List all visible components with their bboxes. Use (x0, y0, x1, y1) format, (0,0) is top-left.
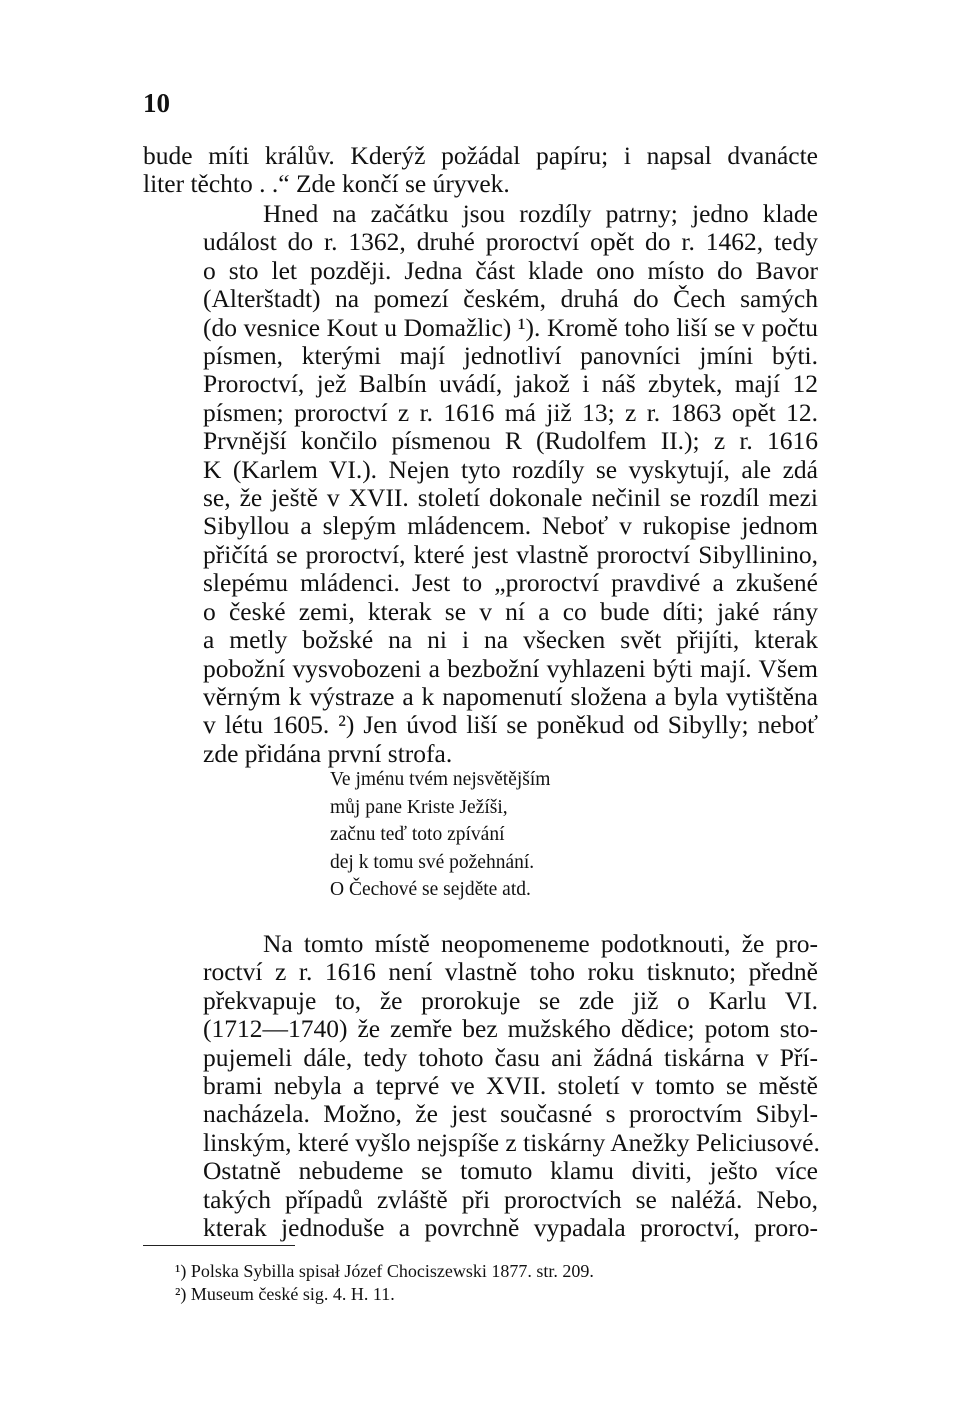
paragraph-line: v létu 1605. ²) Jen úvod liší se poněkud od Sibylly; neboť (203, 710, 818, 740)
paragraph-line: přičítá se proroctví, které jest vlastně proroctví Sibyllinino, (203, 539, 818, 569)
paragraph-line: bude míti králův. Kderýž požádal papíru; i napsal dvanácte (143, 141, 818, 170)
paragraph-line: Hned na začátku jsou rozdíly patrny; jedno klade (263, 199, 818, 228)
paragraph-1 (143, 142, 818, 199)
paragraph-line: Prvnější končilo písmenou R (Rudolfem II.); z r. 1616 (203, 426, 818, 456)
verse-stanza (330, 766, 550, 904)
paragraph-line: a metly božské na ni i na všecken svět přijíti, kterak (203, 625, 818, 655)
paragraph-line: Na tomto místě neopomeneme podotknouti, že pro- (263, 929, 818, 958)
paragraph-line: se, že ještě v XVII. století dokonale nečinil se rozdíl mezi (203, 483, 818, 513)
footnote-1: ¹) Polska Sybilla spisał Józef Chociszewski 1877. str. 209. (175, 1261, 594, 1281)
paragraph-line: Ostatně nebudeme se tomuto klamu diviti, ješto více (203, 1156, 818, 1186)
page-number: 10 (143, 88, 170, 118)
paragraph-line: takých případů zvláště při proroctvích se naléžá. Nebo, (203, 1184, 818, 1214)
paragraph-line: zde přidána první strofa. (203, 738, 453, 768)
verse-line: Ve jménu tvém nejsvětějším (330, 769, 551, 790)
paragraph-line: písmen; proroctví z r. 1616 má již 13; z r. 1863 opět 12. (203, 397, 818, 427)
footnote-divider (143, 1245, 295, 1246)
paragraph-line: brami nebyla a teprvé ve XVII. století v tomto se městě (203, 1071, 818, 1101)
paragraph-line: Sibyllou a slepým mládencem. Neboť v rukopise jednom (203, 511, 818, 541)
paragraph-line: věrným k výstraze a k napomenutí složena a byla vytištěna (203, 681, 818, 711)
paragraph-line: slepému mládenci. Jest to „proroctví pravdivé a zkušené (203, 568, 818, 598)
footnotes (175, 1260, 594, 1306)
paragraph-line: pobožní vysvobozeni a bezbožní vyhlazeni býti mají. Všem (203, 653, 818, 683)
paragraph-line: K (Karlem VI.). Nejen tyto rozdíly se vyskytují, ale zdá (203, 454, 818, 484)
paragraph-line: o sto let později. Jedna část klade ono místo do Bavor (203, 255, 818, 285)
verse-line: O Čechové se sejděte atd. (330, 879, 531, 900)
paragraph-line: (1712—1740) že zemře bez mužského dědice; potom sto- (203, 1014, 818, 1044)
paragraph-line: o české zemi, kterak se v ní a co bude díti; jaké rány (203, 596, 818, 626)
paragraph-line: kterak jednoduše a povrchně vypadala proroctví, proro- (203, 1213, 818, 1243)
paragraph-line: překvapuje to, že prorokuje se zde již o Karlu VI. (203, 985, 818, 1015)
verse-line: můj pane Kriste Ježíši, (330, 796, 508, 818)
paragraph-line: událost do r. 1362, druhé proroctví opět do r. 1462, tedy (203, 227, 818, 257)
paragraph-line: roctví z r. 1616 není vlastně toho roku tisknuto; předně (203, 957, 818, 987)
paragraph-2 (143, 200, 818, 768)
paragraph-line: (Alterštadt) na pomezí českém, druhá do Čech samých (203, 284, 818, 314)
paragraph-3 (143, 930, 818, 1242)
verse-line: dej k tomu své požehnání. (330, 851, 535, 873)
paragraph-line: nacházela. Možno, že jest současné s proroctvím Sibyl- (203, 1099, 818, 1129)
paragraph-line: liter těchto . .“ Zde končí se úryvek. (143, 169, 510, 199)
paragraph-line: písmen, kterými mají jednotliví panovníci jmíni býti. (203, 341, 818, 371)
footnote-2: ²) Museum české sig. 4. H. 11. (175, 1284, 395, 1304)
paragraph-line: linským, které vyšlo nejspíše z tiskárny Anežky Peliciusové. (203, 1127, 820, 1157)
paragraph-line: Proroctví, jež Balbín uvádí, jakož i náš zbytek, mají 12 (203, 369, 818, 399)
verse-line: začnu teď toto zpívání (330, 824, 505, 845)
paragraph-line: pujemeli dále, tedy tohoto času ani žádná tiskárna v Pří- (203, 1042, 818, 1072)
paragraph-line: (do vesnice Kout u Domažlic) ¹). Kromě toho liší se v počtu (203, 312, 818, 342)
